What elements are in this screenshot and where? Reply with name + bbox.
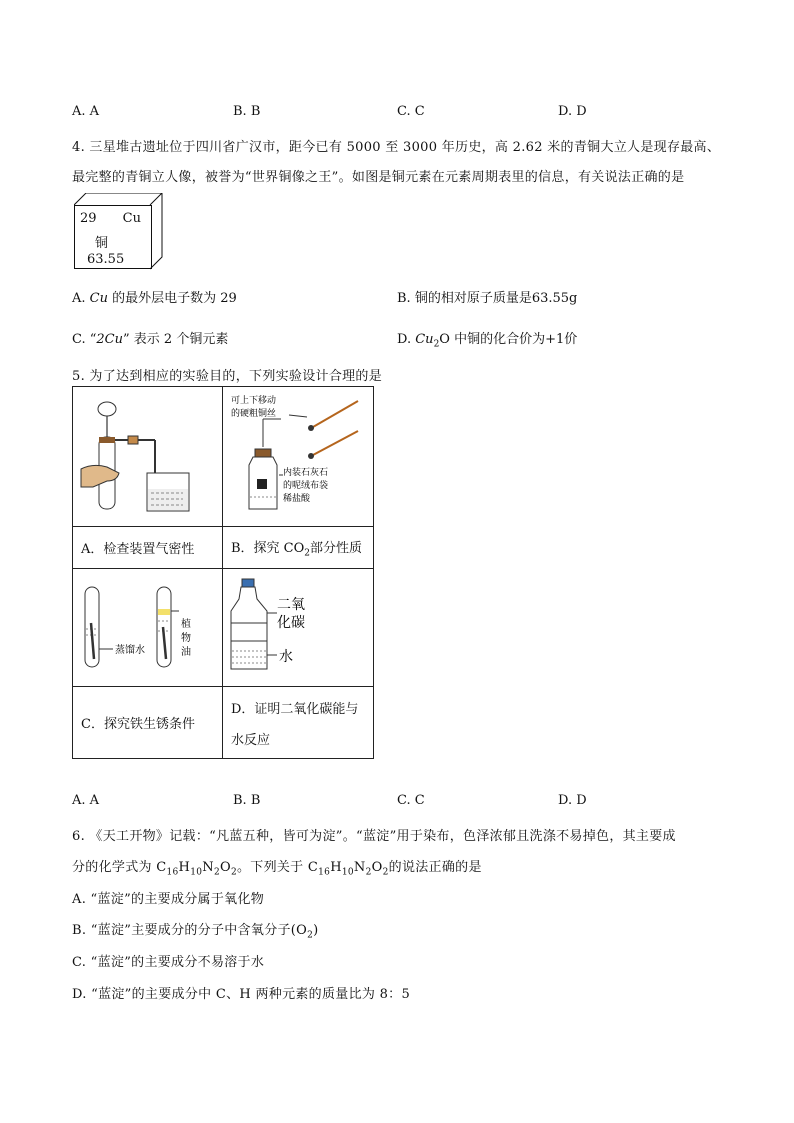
element-cell-copper <box>74 205 152 269</box>
q6-option-a: A. “蓝淀”的主要成分属于氧化物 <box>72 892 265 907</box>
caption-a: A．检查装置气密性 <box>73 527 223 569</box>
q6-option-d: D. “蓝淀”的主要成分中 C、H 两种元素的质量比为 8：5 <box>72 987 411 1002</box>
c-label-plant-1: 植 <box>181 619 191 630</box>
atomic-number: 29 <box>80 211 97 226</box>
q4-option-c: C. “2Cu” 表示 2 个铜元素 <box>72 332 229 347</box>
q4-option-b: B. 铜的相对原子质量是63.55g <box>397 291 578 306</box>
atomic-mass: 63.55 <box>87 252 125 267</box>
d-label-co2-1: 二氧 <box>277 597 305 613</box>
caption-b: B．探究 $CO_2$部分性质 <box>223 527 374 569</box>
figure-b-cell <box>223 387 374 527</box>
q3-option-a: A. A <box>72 104 100 119</box>
caption-c: C．探究铁生锈条件 <box>73 687 223 759</box>
q3-option-b: B. B <box>233 104 261 119</box>
q5-stem: 5. 为了达到相应的实验目的，下列实验设计合理的是 <box>72 369 383 384</box>
co2-property-figure <box>223 387 373 522</box>
iron-rust-figure <box>73 569 222 682</box>
q5-option-c: C. C <box>397 793 425 808</box>
q6-option-b: B. “蓝淀”主要成分的分子中含氧分子$(O_2)$ <box>72 923 319 941</box>
q6-option-c: C. “蓝淀”的主要成分不易溶于水 <box>72 955 265 970</box>
q4-option-a: A. Cu 的最外层电子数为 29 <box>72 291 237 306</box>
q5-option-b: B. B <box>233 793 261 808</box>
q6-stem-line2: 分的化学式为 $C_{16}H_{10}N_2O_2$。下列关于 $C_{16}H_{10}N_2O_2$的说法正确的是 <box>72 860 482 878</box>
b-label-dilute-hcl: 稀盐酸 <box>283 494 311 504</box>
q6-stem-line1: 6. 《天工开物》记载：“凡蓝五种，皆可为淀”。“蓝淀”用于染布，色泽浓郁且洗涤不易掉色，其主要成 <box>72 829 676 844</box>
figure-c-cell <box>73 569 223 687</box>
q3-option-d: D. D <box>558 104 587 119</box>
d-label-co2-2: 化碳 <box>277 615 305 631</box>
q4-stem-line1: 4. 三星堆古遗址位于四川省广汉市，距今已有 5000 至 3000 年历史，高 2.62 米的青铜大立人是现存最高、 <box>72 140 721 155</box>
figure-a-cell <box>73 387 223 527</box>
c-label-plant-2: 物 <box>181 633 191 644</box>
element-symbol: Cu <box>122 211 141 226</box>
q5-experiment-table <box>72 386 374 759</box>
c-label-distilled-water: 蒸馏水 <box>115 645 145 656</box>
airtightness-apparatus-figure <box>73 387 222 522</box>
q5-option-d: D. D <box>558 793 587 808</box>
q4-option-d: D. $Cu_2O$ 中铜的化合价为+1价 <box>397 332 578 350</box>
q5-option-a: A. A <box>72 793 100 808</box>
d-label-water: 水 <box>279 649 293 665</box>
figure-d-cell <box>223 569 374 687</box>
b-label-copper-wire: 的硬粗铜丝 <box>231 409 277 419</box>
co2-water-bottle-figure <box>223 569 373 682</box>
caption-d: D．证明二氧化碳能与 水反应 <box>223 687 374 759</box>
b-label-cloth-bag: 的呢绒布袋 <box>283 481 329 491</box>
q3-option-c: C. C <box>397 104 425 119</box>
c-label-plant-3: 油 <box>181 647 191 658</box>
b-label-movable: 可上下移动 <box>231 396 277 406</box>
q4-stem-line2: 最完整的青铜立人像，被誉为“世界铜像之王”。如图是铜元素在元素周期表里的信息，有关说法正确的是 <box>72 170 685 185</box>
b-label-limestone: 内装石灰石 <box>283 468 329 478</box>
element-name: 铜 <box>95 236 109 251</box>
